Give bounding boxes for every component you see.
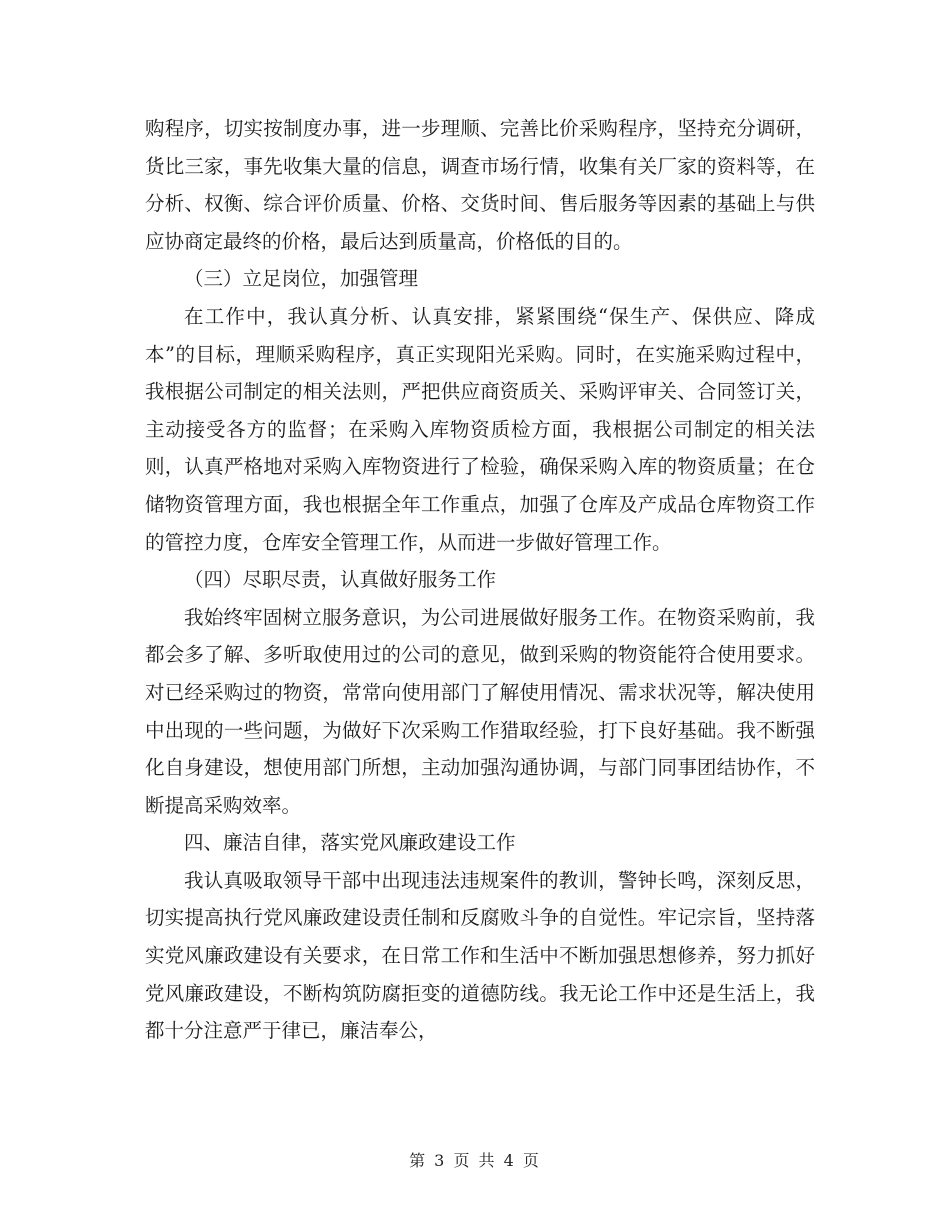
section-heading-integrity: 四、廉洁自律，落实党风廉政建设工作 (184, 831, 516, 855)
page-number-footer: 第 3 页 共 4 页 (409, 1151, 541, 1170)
paragraph-management: 在工作中，我认真分析、认真安排，紧紧围绕“保生产、保供应、降成本”的目标，理顺采购程序，真正实现阳光采购。同时，在实施采购过程中，我根据公司制定的相关法则，严把供应商资质关、采购评审关、合同签订关，主动接受各方的监督；在采购入库物资质检方面，我根据公司制定的相关法则，认真严格地对采购入库物资进行了检验，确保采购入库的物资质量；在仓储物资管理方面，我也根据全年工作重点，加强了仓库及产成品仓库物资工作的管控力度，仓库安全管理工作，从而进一步做好管理工作。 (145, 304, 815, 554)
section-heading-4: （四）尽职尽责，认真做好服务工作 (184, 568, 497, 592)
section-heading-3: （三）立足岗位，加强管理 (184, 267, 419, 291)
paragraph-service: 我始终牢固树立服务意识，为公司进展做好服务工作。在物资采购前，我都会多了解、多听取使用过的公司的意见，做到采购的物资能符合使用要求。对已经采购过的物资，常常向使用部门了解使用情况、需求状况等，解决使用中出现的一些问题，为做好下次采购工作猎取经验，打下良好基础。我不断强化自身建设，想使用部门所想，主动加强沟通协调，与部门同事团结协作，不断提高采购效率。 (145, 605, 815, 817)
paragraph-continuation: 购程序，切实按制度办事，进一步理顺、完善比价采购程序，坚持充分调研，货比三家，事先收集大量的信息，调查市场行情，收集有关厂家的资料等，在分析、权衡、综合评价质量、价格、交货时间、售后服务等因素的基础上与供应协商定最终的价格，最后达到质量高，价格低的目的。 (145, 117, 815, 253)
document-body (145, 110, 815, 1050)
paragraph-integrity: 我认真吸取领导干部中出现违法违规案件的教训，警钟长鸣，深刻反思，切实提高执行党风廉政建设责任制和反腐败斗争的自觉性。牢记宗旨，坚持落实党风廉政建设有关要求，在日常工作和生活中不断加强思想修养，努力抓好党风廉政建设，不断构筑防腐拒变的道德防线。我无论工作中还是生活上，我都十分注意严于律已，廉洁奉公， (145, 868, 815, 1043)
